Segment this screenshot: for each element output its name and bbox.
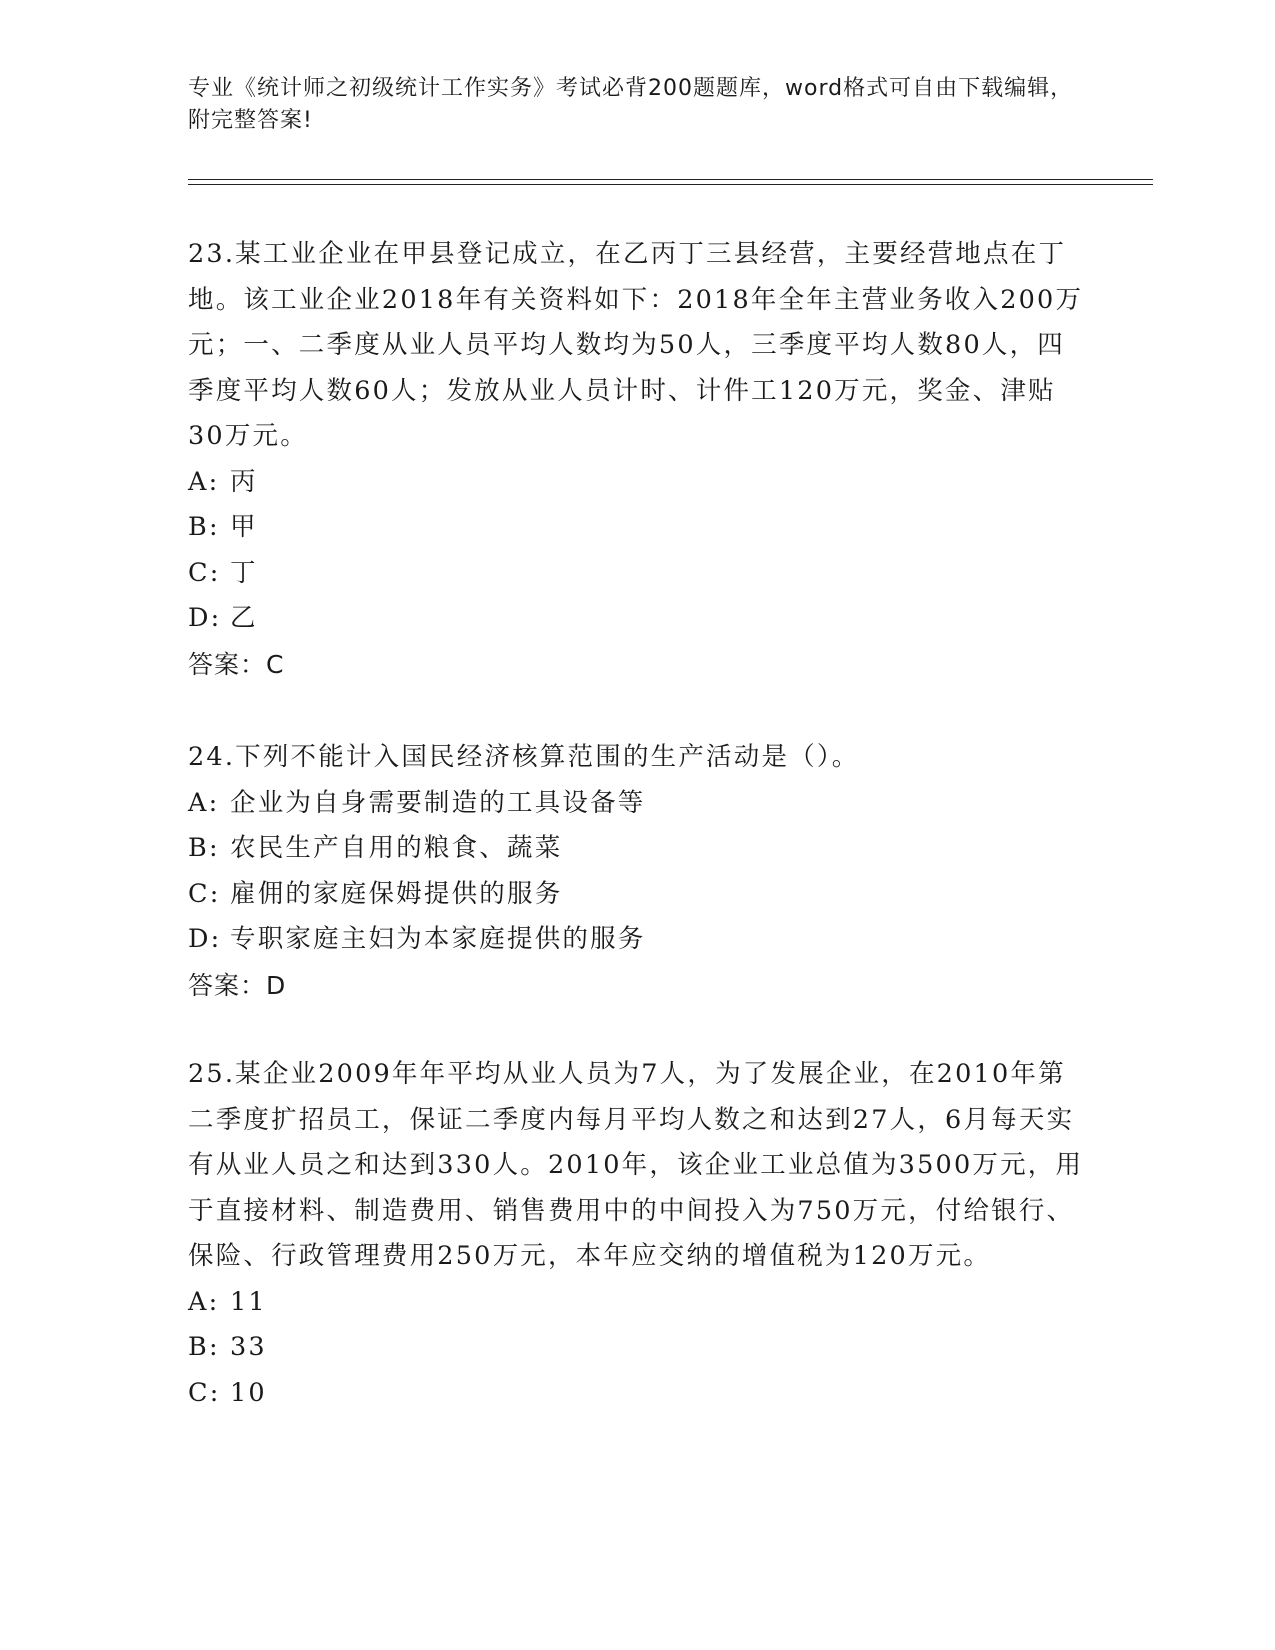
option-text: 33 bbox=[230, 1332, 267, 1362]
option-text: 丁 bbox=[230, 557, 258, 588]
option-text: 11 bbox=[230, 1286, 267, 1317]
option-text: 专职家庭主妇为本家庭提供的服务 bbox=[230, 924, 646, 954]
option-a bbox=[188, 460, 1088, 506]
option-key: C: bbox=[188, 1377, 221, 1408]
option-c bbox=[188, 551, 1088, 597]
question-stem: 23.某工业企业在甲县登记成立，在乙丙丁三县经营，主要经营地点在丁地。该工业企业2018年有关资料如下：2018年全年主营业务收入200万元；一、二季度从业人员平均人数均为50人，三季度平均人数80人，四季度平均人数60人；发放从业人员计时、计件工120万元，奖金、津贴30万元。 bbox=[188, 239, 1084, 451]
question-25 bbox=[188, 1052, 1088, 1416]
option-key: D: bbox=[188, 603, 222, 633]
answer-line: 答案：C bbox=[188, 649, 285, 679]
option-a bbox=[188, 781, 1088, 827]
option-key: D: bbox=[188, 924, 222, 954]
option-key: C: bbox=[188, 878, 221, 909]
answer-line: 答案：D bbox=[188, 970, 287, 1000]
option-c bbox=[188, 872, 1088, 918]
option-d bbox=[188, 596, 1088, 642]
option-key: B: bbox=[188, 1332, 220, 1362]
question-stem: 24.下列不能计入国民经济核算范围的生产活动是（）。 bbox=[188, 742, 860, 772]
option-text: 10 bbox=[230, 1377, 267, 1408]
option-a bbox=[188, 1280, 1088, 1326]
option-key: A: bbox=[188, 787, 220, 818]
option-text: 企业为自身需要制造的工具设备等 bbox=[230, 787, 646, 818]
option-key: C: bbox=[188, 557, 221, 588]
option-text: 农民生产自用的粮食、蔬菜 bbox=[230, 833, 563, 863]
option-b bbox=[188, 1325, 1088, 1371]
option-key: A: bbox=[188, 466, 220, 497]
question-stem: 25.某企业2009年年平均从业人员为7人，为了发展企业，在2010年第二季度扩招员工，保证二季度内每月平均人数之和达到27人，6月每天实有从业人员之和达到330人。2010年，该企业工业总值为3500万元，用于直接材料、制造费用、销售费用中的中间投入为750万元，付给银行、保险、行政管理费用250万元，本年应交纳的增值税为120万元。 bbox=[188, 1059, 1084, 1271]
header-divider-second bbox=[188, 184, 1153, 185]
question-23 bbox=[188, 232, 1088, 687]
option-key: A: bbox=[188, 1286, 220, 1317]
option-key: B: bbox=[188, 833, 220, 863]
option-b bbox=[188, 826, 1088, 872]
question-24 bbox=[188, 735, 1088, 1008]
option-c bbox=[188, 1371, 1088, 1417]
header-divider bbox=[188, 179, 1153, 180]
option-text: 丙 bbox=[230, 466, 258, 497]
option-text: 甲 bbox=[230, 512, 258, 542]
option-key: B: bbox=[188, 512, 220, 542]
option-b bbox=[188, 505, 1088, 551]
option-d bbox=[188, 917, 1088, 963]
document-header: 专业《统计师之初级统计工作实务》考试必背200题题库，word格式可自由下载编辑，附完整答案! bbox=[188, 76, 1074, 133]
option-text: 乙 bbox=[230, 603, 258, 633]
option-text: 雇佣的家庭保姆提供的服务 bbox=[230, 878, 563, 909]
